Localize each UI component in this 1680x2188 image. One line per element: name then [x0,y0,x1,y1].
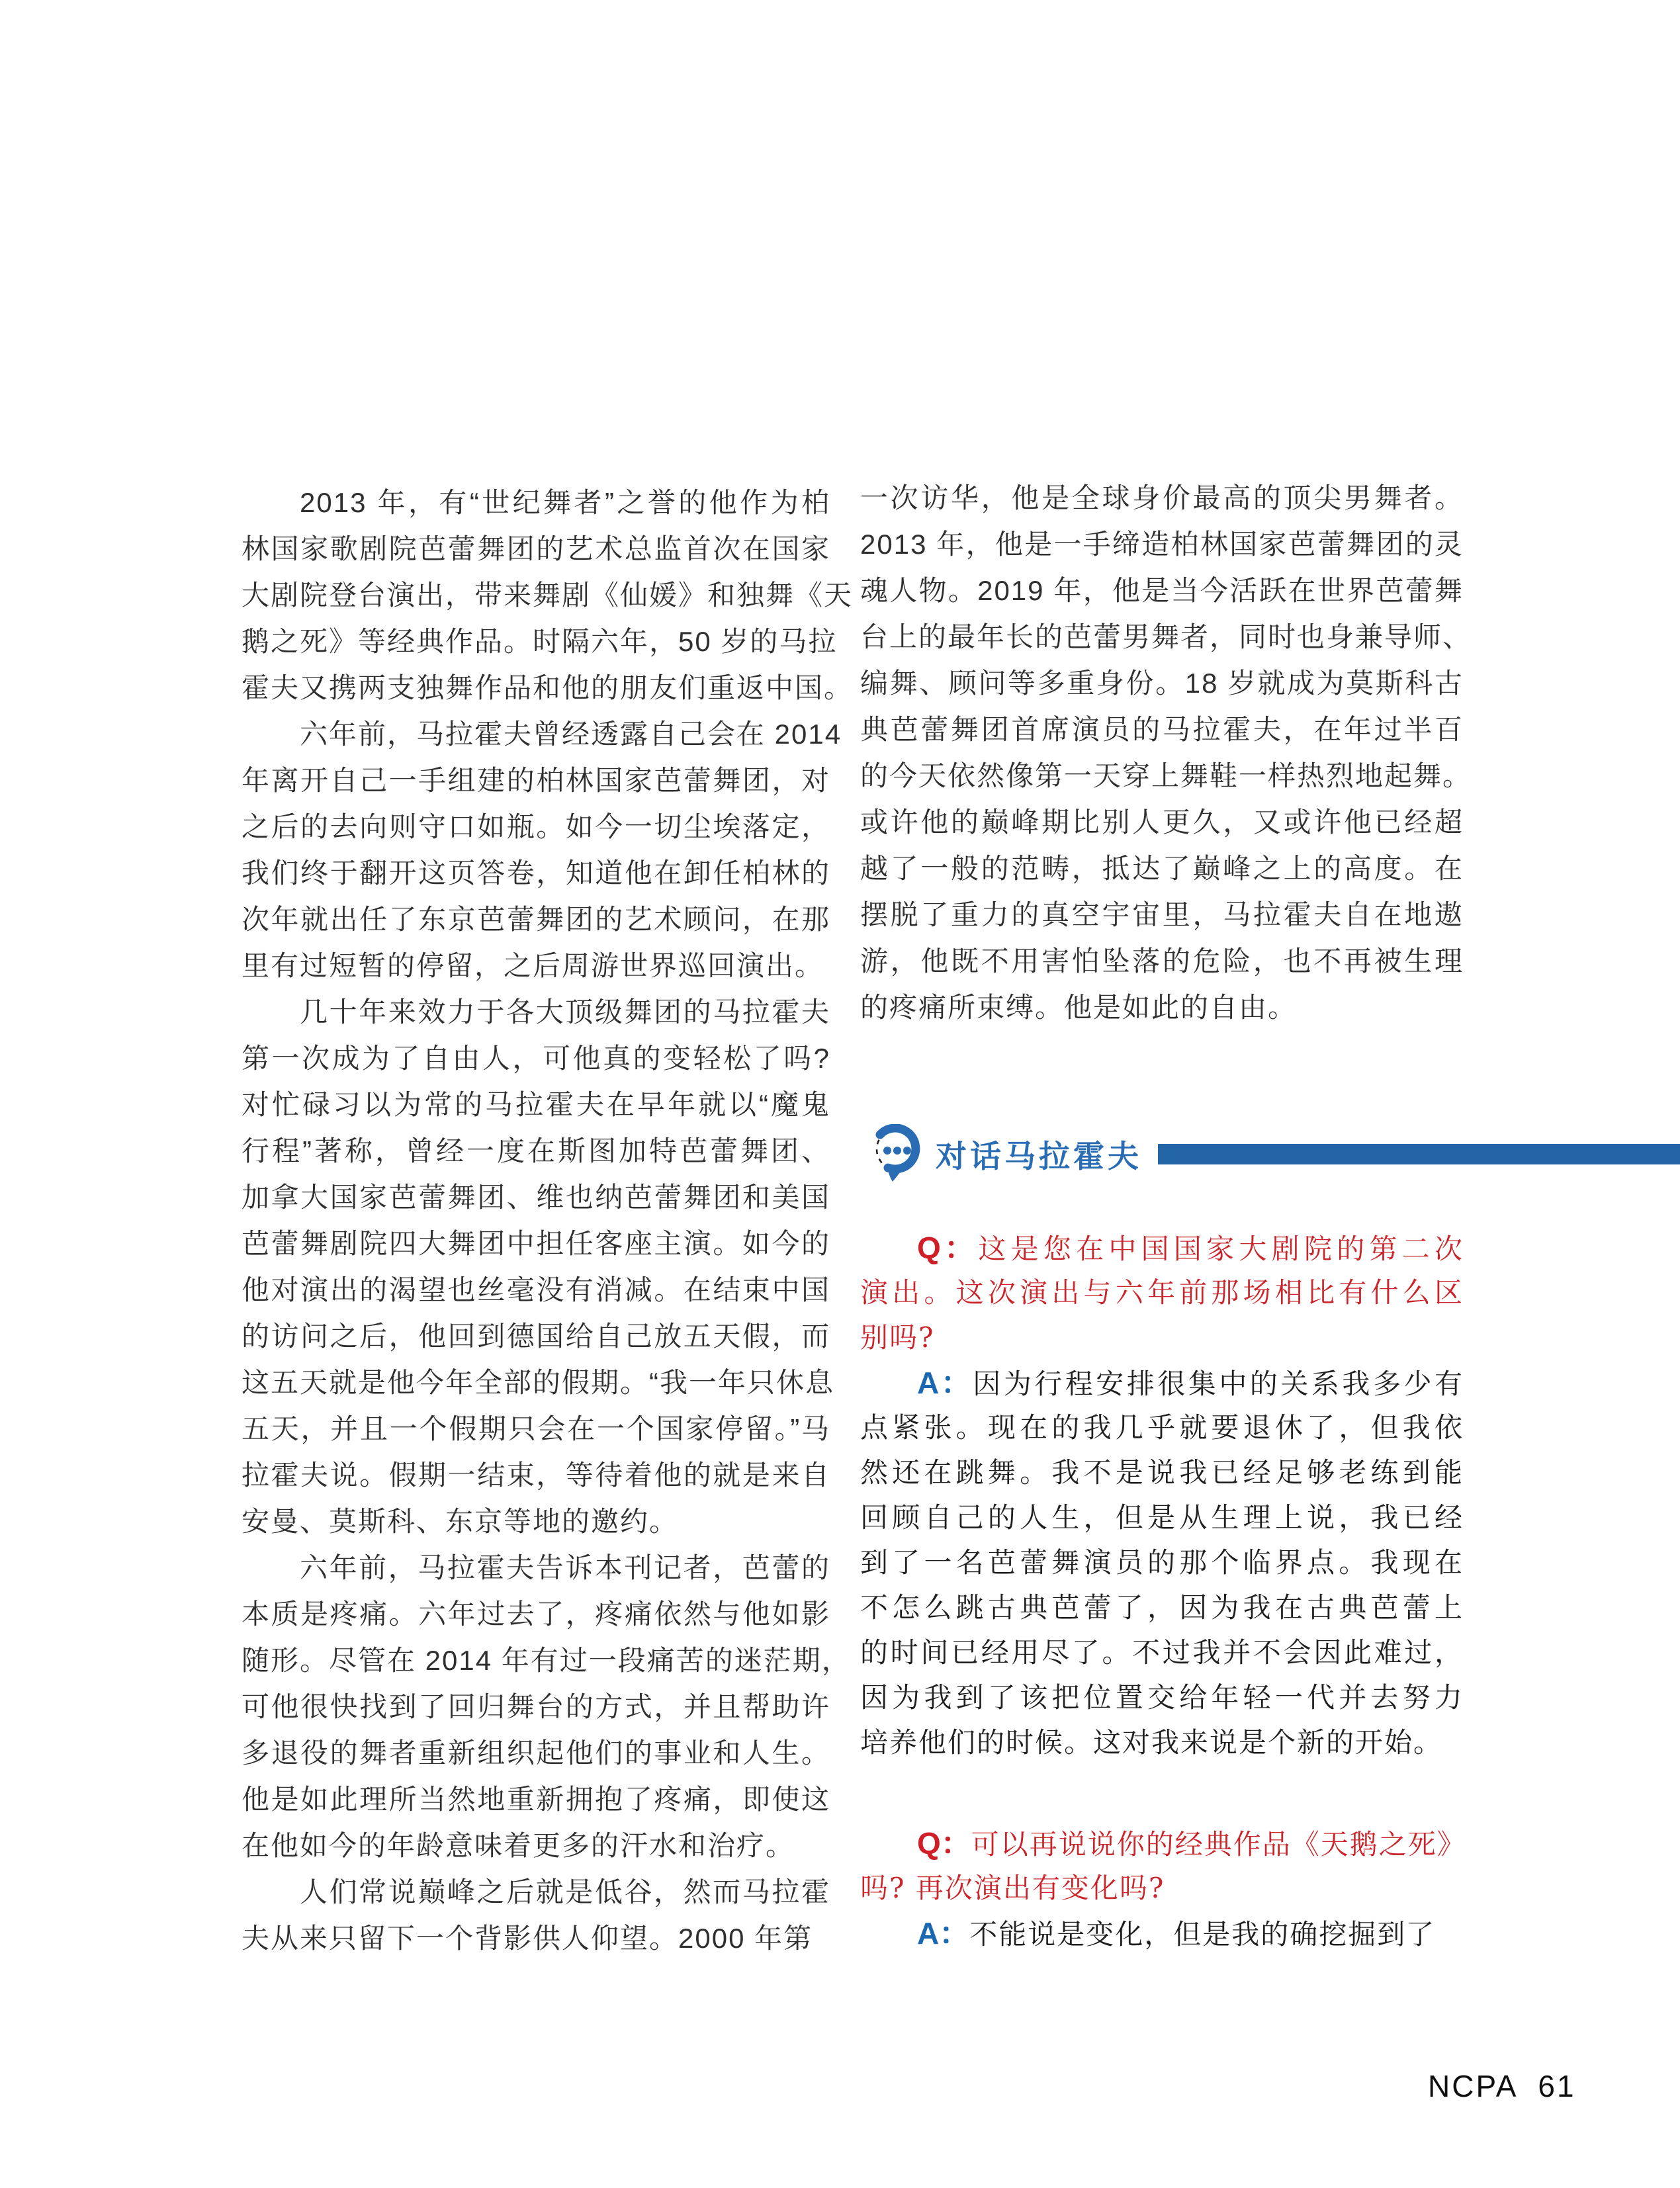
text-line: 加拿大国家芭蕾舞团、维也纳芭蕾舞团和美国 [242,1182,830,1213]
text-line: 一次访华，他是全球身价最高的顶尖男舞者。 [860,482,1464,513]
bubble-dot [903,1147,911,1155]
interview-qa [860,1225,1464,1956]
text-line: 2013 年，他是一手缔造柏林国家芭蕾舞团的灵 [860,529,1464,560]
text-line: 然还在跳舞。我不是说我已经足够老练到能 [860,1456,1464,1489]
text-line: 霍夫又携两支独舞作品和他的朋友们重返中国。 [242,672,854,703]
text-line: 人们常说巅峰之后就是低谷，然而马拉霍 [300,1876,830,1907]
bubble-dot [893,1147,901,1155]
article-right-column [860,475,1472,1031]
text-line: 游，他既不用害怕坠落的危险，也不再被生理 [860,945,1464,977]
text-line: 安曼、莫斯科、东京等地的邀约。 [242,1506,679,1537]
text-line: 第一次成为了自由人，可他真的变轻松了吗? [242,1043,830,1074]
text-line: Q：可以再说说你的经典作品《天鹅之死》 [917,1826,1466,1860]
qa-marker: A： [917,1366,973,1400]
text-line: 可他很快找到了回归舞台的方式，并且帮助许 [242,1691,830,1722]
text-line: 魂人物。2019 年，他是当今活跃在世界芭蕾舞 [860,575,1464,606]
text-line: 里有过短暂的停留，之后周游世界巡回演出。 [242,950,824,981]
text-line: 对忙碌习以为常的马拉霍夫在早年就以“魔鬼 [242,1089,830,1120]
text-line: 六年前，马拉霍夫曾经透露自己会在 2014 [300,719,842,750]
qa-marker: Q： [917,1826,971,1860]
text-line: 回顾自己的人生，但是从生理上说，我已经 [860,1501,1464,1534]
text-line: 到了一名芭蕾舞演员的那个临界点。我现在 [860,1546,1464,1579]
text-line: 之后的去向则守口如瓶。如今一切尘埃落定， [242,811,830,842]
text-line: 多退役的舞者重新组织起他们的事业和人生。 [242,1737,830,1769]
text-line: 夫从来只留下一个背影供人仰望。2000 年第 [242,1923,813,1954]
question-block [860,1821,1464,1911]
speech-bubble-icon [872,1124,924,1184]
text-line: 或许他的巅峰期比别人更久，又或许他已经超 [860,807,1464,838]
text-line: 年离开自己一手组建的柏林国家芭蕾舞团，对 [242,765,830,796]
text-line: 他对演出的渴望也丝毫没有消减。在结束中国 [242,1274,830,1305]
text-line: 点紧张。现在的我几乎就要退休了，但我依 [860,1411,1464,1444]
text-line: 六年前，马拉霍夫告诉本刊记者，芭蕾的 [300,1552,830,1583]
text-line: 大剧院登台演出，带来舞剧《仙媛》和独舞《天 [242,580,854,611]
text-line: 的今天依然像第一天穿上舞鞋一样热烈地起舞。 [860,760,1472,791]
text-line: 本质是疼痛。六年过去了，疼痛依然与他如影 [242,1598,830,1630]
text-line: 演出。这次演出与六年前那场相比有什么区 [860,1276,1464,1309]
text-line: Q：这是您在中国国家大剧院的第二次 [917,1231,1464,1265]
text-line: 典芭蕾舞团首席演员的马拉霍夫，在年过半百 [860,714,1464,745]
text-line: 别吗? [860,1321,935,1354]
text-line: 鹅之死》等经典作品。时隔六年，50 岁的马拉 [242,626,838,657]
bubble-dot [883,1147,891,1155]
text-line: 拉霍夫说。假期一结束，等待着他的就是来自 [242,1460,830,1491]
qa-marker: A： [917,1916,970,1950]
answer-block [860,1360,1464,1765]
text-line: 我们终于翻开这页答卷，知道他在卸任柏林的 [242,857,830,889]
text-line: 他是如此理所当然地重新拥抱了疼痛，即使这 [242,1784,830,1815]
text-line: 因为我到了该把位置交给年轻一代并去努力 [860,1681,1464,1714]
text-line: 编舞、顾问等多重身份。18 岁就成为莫斯科古 [860,668,1464,699]
text-line: 芭蕾舞剧院四大舞团中担任客座主演。如今的 [242,1228,830,1259]
text-line: 五天，并且一个假期只会在一个国家停留。”马 [242,1413,830,1444]
text-line: A：因为行程安排很集中的关系我多少有 [917,1366,1464,1400]
interview-section-header [872,1125,1680,1183]
page-footer [1428,2068,1576,2104]
header-rule-bar [1158,1144,1680,1164]
footer-magazine-name: NCPA [1428,2069,1519,2103]
answer-block [860,1911,1464,1956]
text-line: 吗? 再次演出有变化吗? [860,1872,1165,1904]
text-line: 台上的最年长的芭蕾男舞者，同时也身兼导师、 [860,621,1472,652]
text-line: 的时间已经用尽了。不过我并不会因此难过， [860,1636,1464,1669]
interview-title: 对话马拉霍夫 [936,1138,1142,1174]
text-line: 的访问之后，他回到德国给自己放五天假，而 [242,1321,830,1352]
text-line: 林国家歌剧院芭蕾舞团的艺术总监首次在国家 [242,533,830,564]
text-line: A：不能说是变化，但是我的确挖掘到了 [917,1916,1436,1950]
text-line: 行程”著称，曾经一度在斯图加特芭蕾舞团、 [242,1135,830,1166]
text-line: 的疼痛所束缚。他是如此的自由。 [860,992,1298,1023]
text-line: 随形。尽管在 2014 年有过一段痛苦的迷茫期， [242,1645,851,1676]
text-line: 不怎么跳古典芭蕾了，因为我在古典芭蕾上 [860,1591,1464,1624]
question-block [860,1225,1464,1360]
qa-marker: Q： [917,1231,979,1265]
text-line: 这五天就是他今年全部的假期。“我一年只休息 [242,1367,834,1398]
text-line: 培养他们的时候。这对我来说是个新的开始。 [860,1726,1443,1759]
text-line: 摆脱了重力的真空宇宙里，马拉霍夫自在地遨 [860,899,1464,930]
text-line: 越了一般的范畴，抵达了巅峰之上的高度。在 [860,853,1464,884]
footer-page-number: 61 [1538,2069,1576,2103]
text-line: 次年就出任了东京芭蕾舞团的艺术顾问，在那 [242,904,830,935]
text-line: 在他如今的年龄意味着更多的汗水和治疗。 [242,1830,795,1861]
text-line: 2013 年，有“世纪舞者”之誉的他作为柏 [300,487,830,518]
article-left-column [242,480,854,1962]
text-line: 几十年来效力于各大顶级舞团的马拉霍夫 [300,996,830,1028]
